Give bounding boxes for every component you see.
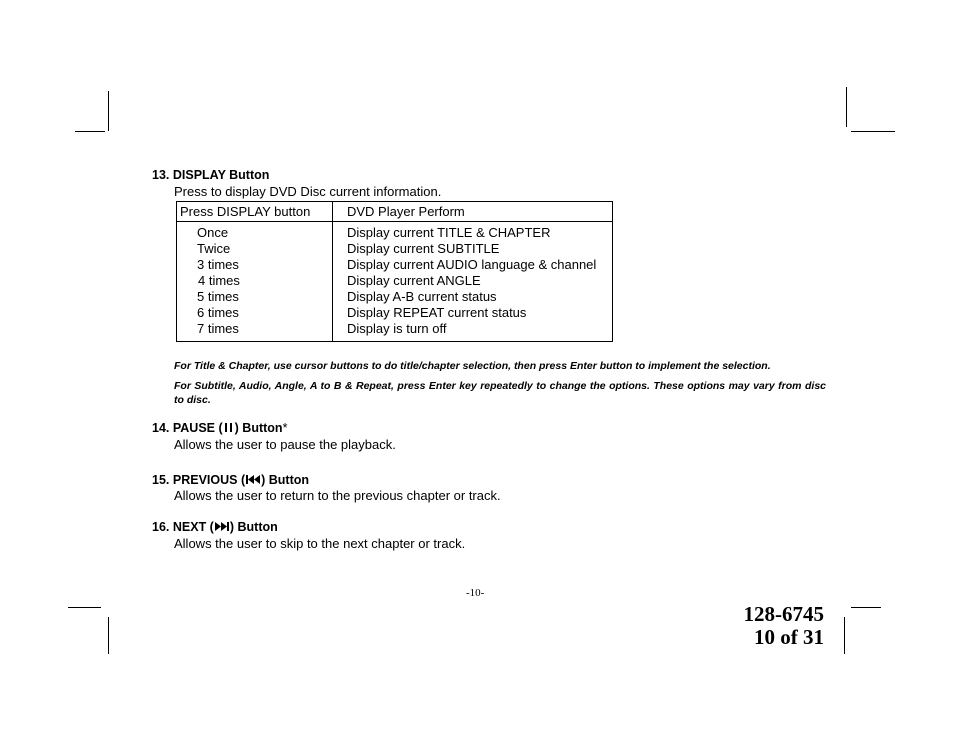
note-title-chapter: For Title & Chapter, use cursor buttons to do title/chapter selection, then press Enter button to implement the selection. [174,360,771,372]
table-cell-perform: Display current SUBTITLE [347,241,500,256]
section-16-heading [152,520,278,535]
section-14-description: Allows the user to pause the playback. [174,437,396,452]
table-cell-perform: Display current TITLE & CHAPTER [347,225,551,240]
section-14-heading [152,421,287,436]
page-number: -10- [466,587,485,599]
table-cell-press: 6 times [197,305,239,320]
crop-mark [844,617,845,654]
section-15-heading [152,473,309,488]
table-body-row [177,222,613,342]
table-cell-press: 4 times [198,273,240,288]
section-13-heading [152,168,269,182]
table-cell-perform: Display current ANGLE [347,273,481,288]
crop-mark [108,91,109,131]
table-header-row [177,202,613,222]
table-cell-perform: Display REPEAT current status [347,305,527,320]
table-header: DVD Player Perform [333,202,613,222]
section-title-prefix: PREVIOUS ( [172,473,246,487]
section-number: 14. [152,421,170,435]
section-number: 16. [152,520,170,534]
next-icon [214,521,230,535]
section-13-description: Press to display DVD Disc current information. [174,184,442,199]
crop-mark [75,131,105,132]
section-15-description: Allows the user to return to the previous chapter or track. [174,488,501,503]
crop-mark [846,87,847,127]
table-cell-press: Twice [197,241,231,256]
pause-icon [223,422,235,436]
asterisk: * [282,421,288,435]
note-subtitle-audio: For Subtitle, Audio, Angle, A to B & Repeat, press Enter key repeatedly to change the options. These options may vary from disc to disc. [174,380,826,406]
table-cell-press: 5 times [197,289,239,304]
table-cell-perform: Display current AUDIO language & channel [347,257,597,272]
table-cell-perform: Display is turn off [347,321,447,336]
section-title-prefix: NEXT ( [172,520,214,534]
section-number: 13. [152,168,170,182]
section-16-description: Allows the user to skip to the next chapter or track. [174,536,466,551]
table-cell-press: 3 times [197,257,239,272]
crop-mark [851,607,881,608]
section-title-prefix: PAUSE ( [172,421,223,435]
table-cell-perform: Display A-B current status [347,289,497,304]
section-title-suffix: ) Button [261,473,310,487]
crop-mark [851,131,895,132]
section-title: DISPLAY Button [172,168,270,182]
table-cell-press: Once [197,225,229,240]
crop-mark [68,607,101,608]
table-cell-press: 7 times [197,321,239,336]
page-of-total: 10 of 31 [754,625,824,649]
section-title-suffix: ) Button [234,421,283,435]
crop-mark [108,617,109,654]
table-header: Press DISPLAY button [177,202,333,222]
section-title-suffix: ) Button [229,520,278,534]
display-table [176,201,613,342]
doc-number: 128-6745 [743,602,824,626]
previous-icon [245,474,261,488]
section-number: 15. [152,473,170,487]
